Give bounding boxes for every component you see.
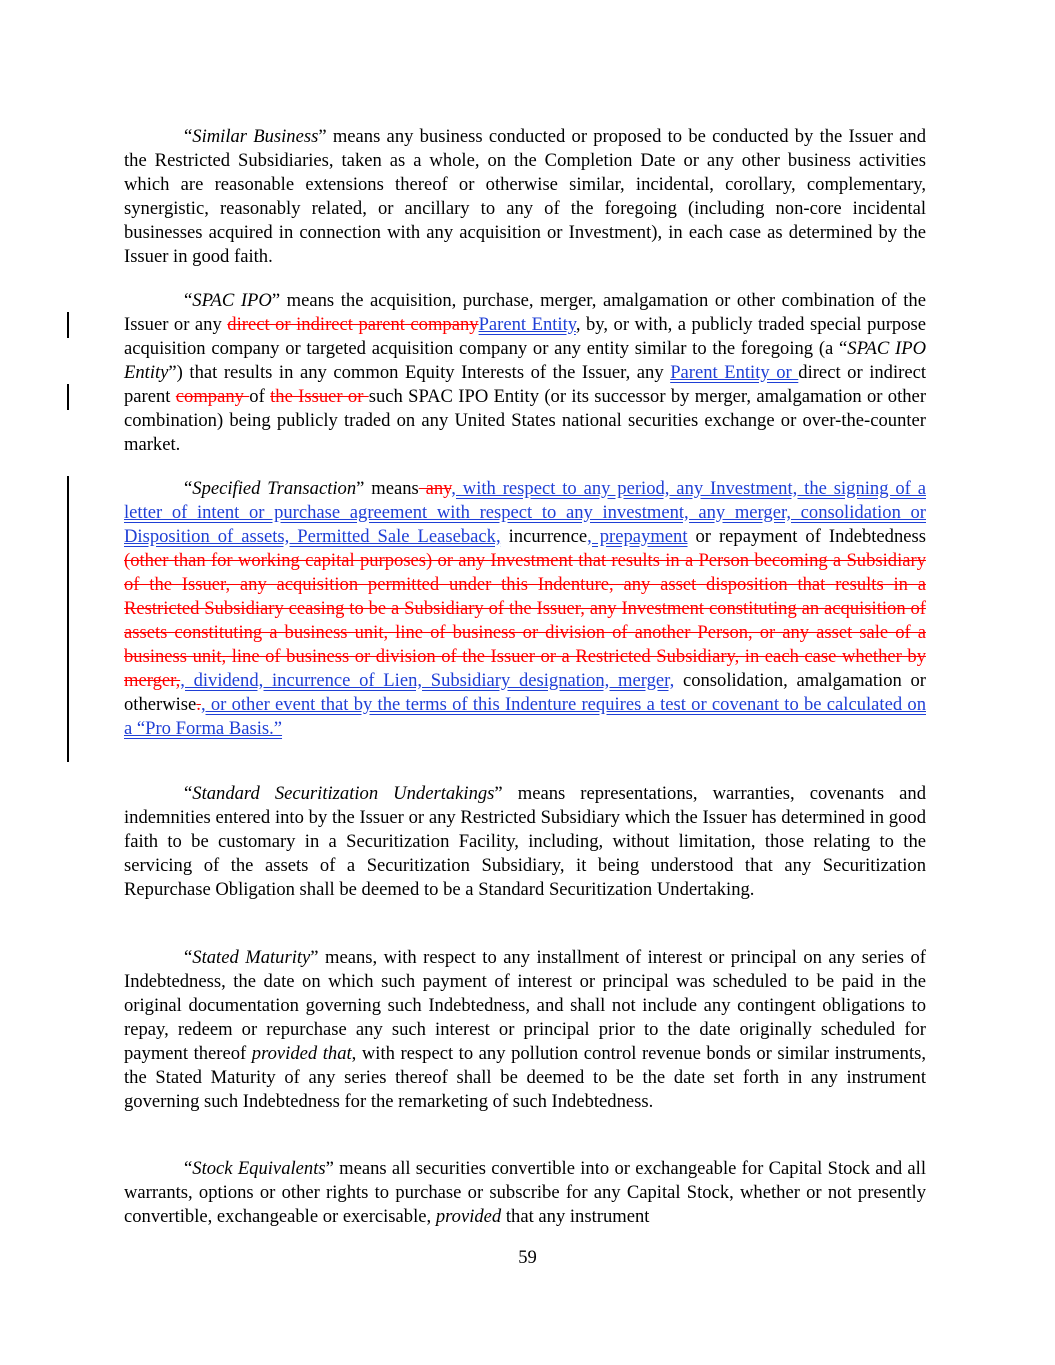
definition-text: that any instrument: [501, 1206, 650, 1227]
change-bar: [67, 384, 69, 410]
deleted-text: direct or indirect parent company: [227, 314, 479, 335]
change-bar: [67, 476, 69, 762]
open-quote: “: [184, 126, 193, 147]
definition-spac-ipo: [124, 289, 926, 457]
definition-text: consolidation, amalgamation or otherwise: [124, 670, 926, 715]
deleted-text: any: [418, 478, 452, 499]
definition-stated-maturity: [124, 946, 926, 1114]
inserted-text: , dividend, incurrence of Lien, Subsidiary designation, merger,: [180, 670, 675, 691]
definition-stock-equivalents: [124, 1157, 926, 1229]
definition-text: ” means all securities convertible into or exchangeable for Capital Stock and all warrants, options or other rights to purchase or subscribe for any Capital Stock, whether or not presently convertible, exchangeable or exercisable,: [124, 1158, 926, 1227]
definition-text: direct or indirect parent: [124, 362, 926, 407]
definition-text: , by, or with, a publicly traded special purpose acquisition company or targeted acquisition company or any entity similar to the foregoing (a “: [124, 314, 926, 359]
open-quote: “: [184, 1158, 193, 1179]
defined-term: SPAC IPO Entity: [124, 338, 926, 383]
inserted-text: Parent Entity or: [670, 362, 799, 383]
deleted-text: (other than for working capital purposes) or any Investment that results in a Person becoming a Subsidiary of the Issuer, any acquisition permitted under this Indenture, any asset disposition that results in a Restricted Subsidiary ceasing to be a Subsidiary of the Issuer, any Investment constituting an acquisition of assets constituting a business unit, line of business or division of another Person, or any asset sale of a business unit, line of business or division of the Issuer or a Restricted Subsidiary, in each case whether by merger,: [124, 550, 926, 691]
definition-text: ” means representations, warranties, covenants and indemnities entered into by the Issuer or any Restricted Subsidiary which the Issuer has determined in good faith to be customary in a Securitization Facility, including, without limitation, those relating to the servicing of the assets of a Securitization Subsidiary, it being understood that any Securitization Repurchase Obligation shall be deemed to be a Standard Securitization Undertaking.: [124, 783, 926, 900]
deleted-text: the Issuer or: [270, 386, 369, 407]
open-quote: “: [184, 478, 193, 499]
definition-text: ” means the acquisition, purchase, merger, amalgamation or other combination of the Issuer or any: [124, 290, 926, 335]
inserted-text: Parent Entity: [478, 314, 576, 335]
definition-text: incurrence: [500, 526, 588, 547]
emphasis-text: provided: [435, 1206, 502, 1227]
open-quote: “: [184, 947, 193, 968]
definition-text: of: [249, 386, 271, 407]
defined-term: SPAC IPO: [192, 290, 272, 311]
defined-term: Similar Business: [192, 126, 319, 147]
definition-text: ” means: [356, 478, 419, 499]
deleted-text: .: [196, 694, 201, 715]
defined-term: Standard Securitization Undertakings: [192, 783, 495, 804]
inserted-text: , prepayment: [587, 526, 688, 547]
inserted-text: , or other event that by the terms of this Indenture requires a test or covenant to be calculated on a “Pro Forma Basis.”: [124, 694, 926, 739]
deleted-text: company: [175, 386, 250, 407]
page-number: 59: [518, 1247, 537, 1268]
open-quote: “: [184, 783, 193, 804]
definition-text: ”) that results in any common Equity Interests of the Issuer, any: [168, 362, 671, 383]
defined-term: Stock Equivalents: [192, 1158, 326, 1179]
defined-term: Stated Maturity: [192, 947, 311, 968]
definition-text: ” means any business conducted or proposed to be conducted by the Issuer and the Restricted Subsidiaries, taken as a whole, on the Completion Date or any other business activities which are reasonable extensions thereof or otherwise similar, incidental, corollary, complementary, synergistic, reasonably related, or ancillary to any of the foregoing (including non-core incidental businesses acquired in connection with any acquisition or Investment), in each case as determined by the Issuer in good faith.: [124, 126, 927, 267]
definition-standard-securitization-undertakings: [124, 782, 926, 902]
definition-text: such SPAC IPO Entity (or its successor by merger, amalgamation or other combination) being publicly traded on any United States national securities exchange or over-the-counter market.: [124, 386, 927, 455]
definition-text: , with respect to any pollution control revenue bonds or similar instruments, the Stated Maturity of any series thereof shall be deemed to be the date set forth in any instrument governing such Indebtedness for the remarketing of such Indebtedness.: [124, 1043, 926, 1112]
definition-similar-business: [124, 125, 926, 269]
change-bar: [67, 312, 69, 338]
open-quote: “: [184, 290, 193, 311]
defined-term: Specified Transaction: [192, 478, 357, 499]
emphasis-text: provided that: [251, 1043, 352, 1064]
definition-text: or repayment of Indebtedness: [687, 526, 926, 547]
definition-specified-transaction: [124, 477, 926, 741]
inserted-text: , with respect to any period, any Investment, the signing of a letter of intent or purchase agreement with respect to any investment, any merger, consolidation or Disposition of assets, Permitted Sale Leaseback,: [124, 478, 926, 547]
definition-text: ” means, with respect to any installment of interest or principal on any series of Indebtedness, the date on which such payment of interest or principal was scheduled to be paid in the original documentation governing such Indebtedness, and shall not include any contingent obligations to repay, redeem or repurchase any such interest or principal prior to the date originally scheduled for payment thereof: [124, 947, 926, 1064]
